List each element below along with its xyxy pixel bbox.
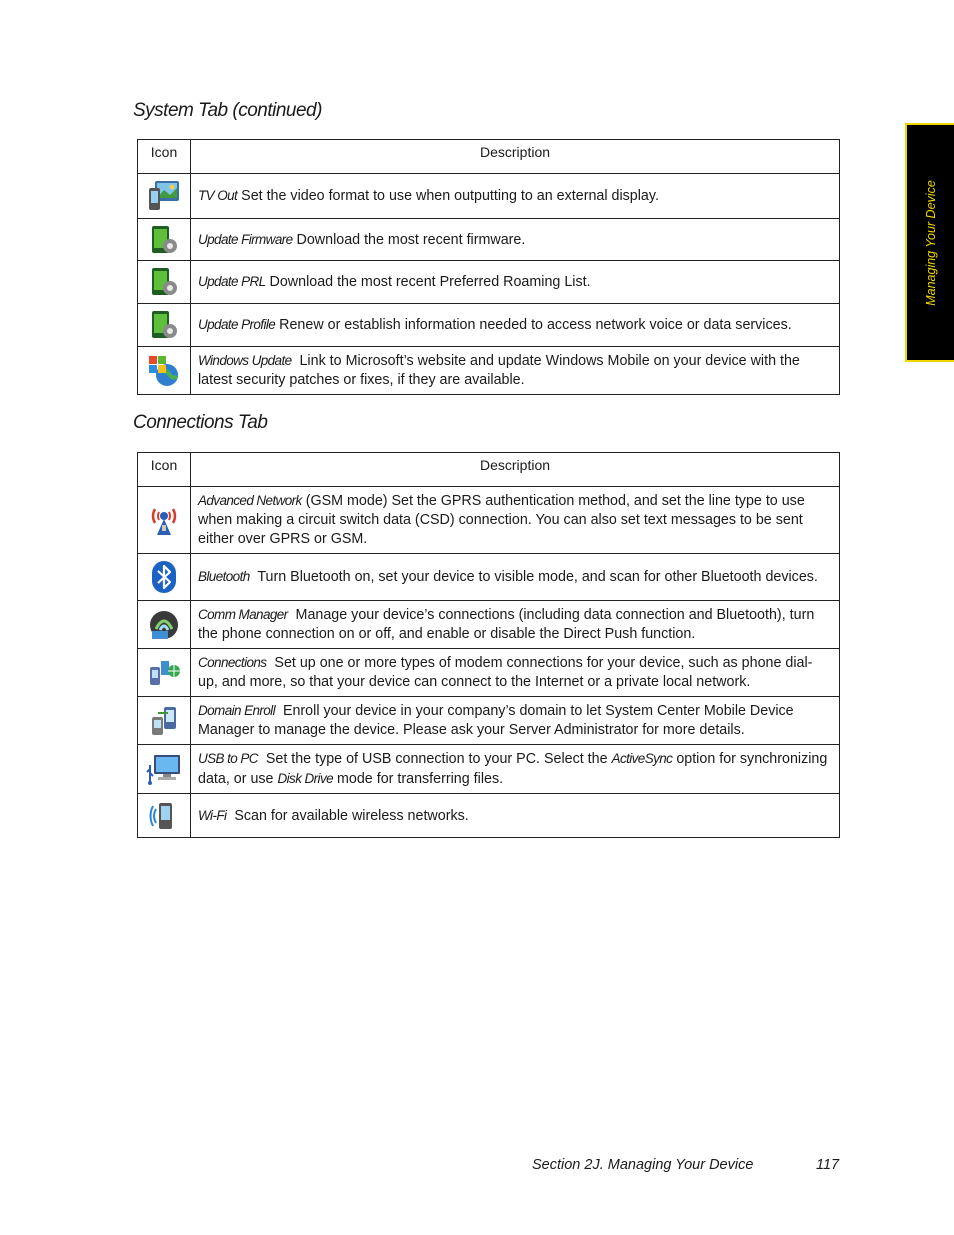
side-tab [905, 123, 954, 362]
table-row [138, 745, 840, 794]
update-firmware-icon [138, 219, 191, 261]
table-row [138, 487, 840, 554]
update-profile-icon [138, 304, 191, 347]
usb-to-pc-description: USB to PC Set the type of USB connection to your PC. Select the ActiveSync option for synchronizing data, or use Disk Drive mode for transferring files. [191, 745, 840, 794]
icon-column-header: Icon [138, 140, 191, 174]
icon-column-header: Icon [138, 453, 191, 487]
update-prl-description: Update PRL Download the most recent Preferred Roaming List. [191, 261, 840, 304]
update-prl-icon [138, 261, 191, 304]
comm-manager-description: Comm Manager Manage your device’s connections (including data connection and Bluetooth), turn the phone connection on or off, and enable or disable the Direct Push function. [191, 601, 840, 649]
wifi-icon [138, 794, 191, 838]
table-row [138, 794, 840, 838]
bluetooth-description: Bluetooth Turn Bluetooth on, set your device to visible mode, and scan for other Bluetooth devices. [191, 554, 840, 601]
comm-manager-icon [138, 601, 191, 649]
connections-tab-heading: Connections Tab [133, 412, 268, 433]
bluetooth-icon [138, 554, 191, 601]
advanced-network-icon [138, 487, 191, 554]
domain-enroll-icon [138, 697, 191, 745]
table-row [138, 554, 840, 601]
page-number: 117 [816, 1157, 840, 1173]
description-column-header: Description [191, 140, 840, 174]
description-column-header: Description [191, 453, 840, 487]
table-header-row [138, 140, 840, 174]
advanced-network-description: Advanced Network (GSM mode) Set the GPRS authentication method, and set the line type to use when making a circuit switch data (CSD) connection. You can also set text messages to be sent either over GPRS or GSM. [191, 487, 840, 554]
domain-enroll-description: Domain Enroll Enroll your device in your company’s domain to let System Center Mobile Device Manager to manage the device. Please ask your Server Administrator for more details. [191, 697, 840, 745]
connections-tab-table [137, 452, 840, 838]
table-row [138, 697, 840, 745]
table-header-row [138, 453, 840, 487]
connections-description: Connections Set up one or more types of modem connections for your device, such as phone dial-up, and more, so that your device can connect to the Internet or a private local network. [191, 649, 840, 697]
table-row [138, 601, 840, 649]
update-profile-description: Update Profile Renew or establish information needed to access network voice or data services. [191, 304, 840, 347]
table-row [138, 174, 840, 219]
update-firmware-description: Update Firmware Download the most recent firmware. [191, 219, 840, 261]
connections-icon [138, 649, 191, 697]
footer-section: Section 2J. Managing Your Device [532, 1157, 754, 1173]
tv-out-icon [138, 174, 191, 219]
windows-update-icon [138, 347, 191, 395]
system-tab-table [137, 139, 840, 395]
usb-to-pc-icon [138, 745, 191, 794]
system-tab-heading: System Tab (continued) [133, 100, 322, 121]
windows-update-description: Windows Update Link to Microsoft’s website and update Windows Mobile on your device with the latest security patches or fixes, if they are available. [191, 347, 840, 395]
table-row [138, 219, 840, 261]
table-row [138, 261, 840, 304]
table-row [138, 304, 840, 347]
table-row [138, 347, 840, 395]
side-tab-label: Managing Your Device [923, 179, 938, 306]
table-row [138, 649, 840, 697]
tv-out-description: TV Out Set the video format to use when outputting to an external display. [191, 174, 840, 219]
wifi-description: Wi-Fi Scan for available wireless networks. [191, 794, 840, 838]
